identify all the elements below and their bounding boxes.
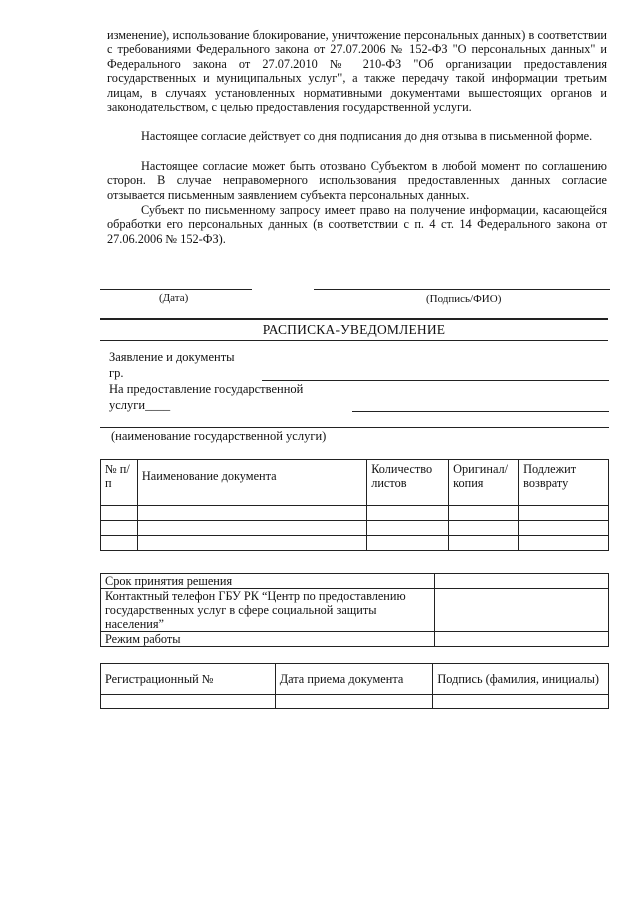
table-cell[interactable] (449, 506, 519, 521)
table-cell[interactable] (101, 521, 138, 536)
service-provision-label: На предоставление государственной (109, 382, 304, 396)
table-cell[interactable] (519, 521, 609, 536)
decision-deadline-label: Срок принятия решения (101, 574, 435, 589)
table-row (101, 521, 609, 536)
date-line[interactable] (100, 289, 252, 290)
documents-from-label: Заявление и документы (109, 350, 235, 364)
info-table (100, 573, 609, 647)
header-registration-number: Регистрационный № (101, 664, 276, 695)
header-return: Подлежит возврату (519, 460, 609, 506)
info-row-contact-phone (101, 589, 609, 632)
table-cell[interactable] (519, 506, 609, 521)
consent-paragraph-4: Субъект по письменному запросу имеет право на получение информации, касающейся обработки его персональных данных (в соответствии с п. 4 ст. 14 Федерального закона от 27.06.2006 № 152-ФЗ). (107, 203, 607, 246)
service-name-caption: (наименование государственной услуги) (111, 429, 327, 443)
documents-table (100, 459, 609, 551)
title-underline (100, 340, 608, 341)
documents-table-header (101, 460, 609, 506)
working-hours-label: Режим работы (101, 632, 435, 647)
citizen-label: гр. (109, 366, 124, 380)
table-cell[interactable] (449, 521, 519, 536)
service-name-field-2[interactable] (100, 427, 609, 428)
header-original-copy: Оригинал/ копия (449, 460, 519, 506)
header-number: № п/п (101, 460, 138, 506)
header-sheet-count: Количество листов (367, 460, 449, 506)
table-cell[interactable] (137, 536, 366, 551)
consent-paragraph-2: Настоящее согласие действует со дня подписания до дня отзыва в письменной форме. (141, 129, 593, 143)
table-cell[interactable] (101, 536, 138, 551)
table-cell[interactable] (519, 536, 609, 551)
consent-paragraph-3: Настоящее согласие может быть отозвано Субъектом в любой момент по соглашению сторон. В случае неправомерного использования предоставленных данных согласие отзывается письменным заявлением субъекта персональных данных. (107, 159, 607, 202)
table-row (101, 695, 609, 709)
section-divider (100, 318, 608, 320)
contact-phone-label: Контактный телефон ГБУ РК “Центр по предоставлению государственных услуг в сфере социальной защиты населения” (101, 589, 435, 632)
service-name-field[interactable] (352, 411, 609, 412)
header-document-name: Наименование документа (137, 460, 366, 506)
header-acceptance-date: Дата приема документа (275, 664, 433, 695)
table-row (101, 506, 609, 521)
acceptance-date-cell[interactable] (275, 695, 433, 709)
receipt-title: РАСПИСКА-УВЕДОМЛЕНИЕ (262, 322, 446, 337)
signature-caption: (Подпись/ФИО) (426, 293, 502, 305)
header-signature: Подпись (фамилия, инициалы) (433, 664, 609, 695)
info-row-working-hours (101, 632, 609, 647)
registration-table-header (101, 664, 609, 695)
signature-line[interactable] (314, 289, 610, 290)
registration-number-cell[interactable] (101, 695, 276, 709)
signature-cell[interactable] (433, 695, 609, 709)
working-hours-value[interactable] (435, 632, 609, 647)
table-cell[interactable] (367, 521, 449, 536)
table-cell[interactable] (137, 521, 366, 536)
table-cell[interactable] (137, 506, 366, 521)
date-caption: (Дата) (159, 292, 189, 304)
registration-table (100, 663, 609, 709)
table-row (101, 536, 609, 551)
citizen-name-field[interactable] (262, 380, 609, 381)
decision-deadline-value[interactable] (435, 574, 609, 589)
table-cell[interactable] (367, 536, 449, 551)
contact-phone-value[interactable] (435, 589, 609, 632)
table-cell[interactable] (367, 506, 449, 521)
table-cell[interactable] (101, 506, 138, 521)
service-label: услуги____ (109, 398, 171, 412)
info-row-decision-deadline (101, 574, 609, 589)
table-cell[interactable] (449, 536, 519, 551)
consent-paragraph-1: изменение), использование блокирование, уничтожение персональных данных) в соответствии с требованиями Федерального закона от 27.07.2006 № 152-ФЗ "О персональных данных" и Федерального закона от 27.07.2010 № 210-ФЗ "Об организации предоставления государственных и муниципальных услуг", а также передачу такой информации третьим лицам, в случаях установленных нормативными документами вышестоящих органов и законодательством, с целью предоставления государственной услуги. (107, 28, 607, 115)
